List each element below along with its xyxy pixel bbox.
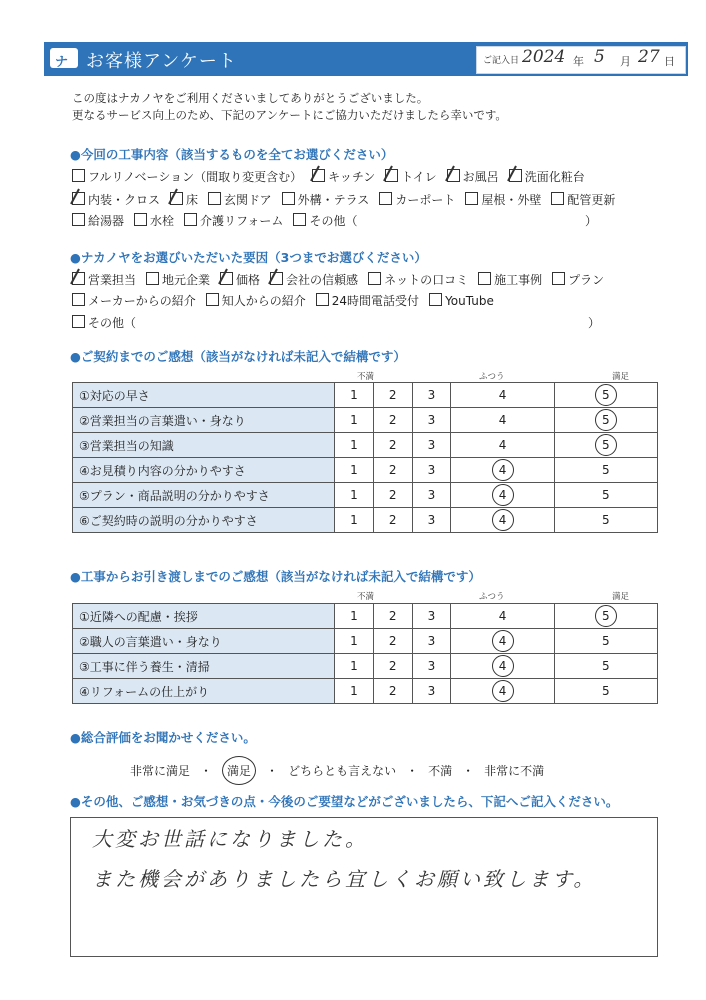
- checkbox-unchecked[interactable]: [208, 192, 221, 205]
- checkbox-unchecked[interactable]: [552, 272, 565, 285]
- rating-number: 3: [427, 609, 436, 623]
- rating-item-label: ④お見積り内容の分かりやすさ: [73, 458, 335, 483]
- checkbox-option[interactable]: [379, 191, 455, 208]
- checkbox-option[interactable]: [465, 191, 541, 208]
- rating-number: 3: [427, 438, 436, 452]
- rating-number: 4: [498, 438, 507, 452]
- rating-option-3[interactable]: [412, 629, 451, 654]
- rating-option-4[interactable]: [451, 508, 554, 533]
- checkbox-option[interactable]: [270, 271, 358, 288]
- work-options-row-2: [72, 191, 625, 208]
- rating-number: 2: [388, 634, 397, 648]
- section-overall-title: ●総合評価をお聞かせください。: [70, 730, 256, 745]
- checkbox-unchecked[interactable]: [72, 169, 85, 182]
- selected-rating-circle: 4: [492, 459, 514, 481]
- rating-number: 1: [350, 659, 358, 673]
- rating-option-4[interactable]: [451, 629, 554, 654]
- rating-item-label: ⑤プラン・商品説明の分かりやすさ: [73, 483, 335, 508]
- rating-option-4[interactable]: [451, 604, 554, 629]
- rating-item-label: ①近隣への配慮・挨拶: [73, 604, 335, 629]
- checkbox-unchecked[interactable]: [429, 293, 442, 306]
- checkbox-label: 配管更新: [567, 193, 616, 207]
- selected-rating-circle: 4: [492, 630, 514, 652]
- work-other-close: ）: [585, 214, 598, 228]
- overall-options: [130, 756, 544, 785]
- checkbox-label: 洗面化粧台: [524, 170, 585, 184]
- checkbox-option[interactable]: [385, 168, 436, 185]
- rating-row: [73, 458, 658, 483]
- rating-option-3[interactable]: [412, 679, 451, 704]
- checkbox-option[interactable]: [72, 191, 160, 208]
- rating-option-3[interactable]: [412, 654, 451, 679]
- checkbox-option[interactable]: [552, 271, 604, 288]
- work-options-row-1: [72, 168, 595, 185]
- checkbox-label: 地元企業: [162, 273, 211, 287]
- selected-rating-circle: 4: [492, 484, 514, 506]
- overall-option[interactable]: どちらとも言えない: [288, 764, 397, 778]
- rating-number: 4: [498, 388, 507, 402]
- rating-row: [73, 408, 658, 433]
- checkbox-option[interactable]: [72, 168, 302, 185]
- rating-row: [73, 483, 658, 508]
- checkbox-unchecked[interactable]: [293, 213, 306, 226]
- checkbox-unchecked[interactable]: [282, 192, 295, 205]
- checkbox-option[interactable]: [146, 271, 210, 288]
- rating-option-3[interactable]: [412, 458, 451, 483]
- checkbox-unchecked[interactable]: [72, 315, 85, 328]
- rating-item-label: ①対応の早さ: [73, 383, 335, 408]
- rating-option-5[interactable]: [554, 458, 657, 483]
- checkbox-label: お風呂: [462, 170, 499, 184]
- rating-option-4[interactable]: [451, 679, 554, 704]
- rating-option-2[interactable]: [373, 604, 412, 629]
- checkbox-checked[interactable]: [447, 169, 460, 182]
- rating-option-1[interactable]: [335, 679, 374, 704]
- rating-option-4[interactable]: [451, 483, 554, 508]
- rating-number: 3: [427, 463, 436, 477]
- scale-high-label-2: 満足: [612, 592, 630, 602]
- work-options-row-3: [72, 212, 367, 229]
- rating-number: 4: [498, 413, 507, 427]
- checkbox-unchecked[interactable]: [368, 272, 381, 285]
- rating-number: 5: [602, 488, 610, 502]
- checkbox-label: 玄関ドア: [224, 193, 272, 207]
- rating-option-5[interactable]: [554, 654, 657, 679]
- rating-number: 2: [388, 463, 397, 477]
- checkbox-label: プラン: [568, 273, 605, 287]
- rating-option-4[interactable]: [451, 654, 554, 679]
- rating-number: 2: [388, 609, 397, 623]
- date-label: ご記入日: [483, 56, 520, 66]
- checkbox-label: 内装・クロス: [88, 193, 161, 207]
- rating-option-2[interactable]: [373, 508, 412, 533]
- checkbox-unchecked[interactable]: [184, 213, 197, 226]
- rating-number: 2: [388, 684, 397, 698]
- reason-other-close: ）: [588, 316, 601, 330]
- rating-number: 5: [602, 513, 610, 527]
- rating-item-label: ②職人の言葉遣い・身なり: [73, 629, 335, 654]
- rating-number: 1: [350, 609, 358, 623]
- overall-option[interactable]: 非常に不満: [484, 764, 545, 778]
- rating-option-5[interactable]: [554, 383, 657, 408]
- rating-item-label: ②営業担当の言葉遣い・身なり: [73, 408, 335, 433]
- rating-number: 2: [388, 488, 397, 502]
- contract-rating-table: [72, 382, 658, 533]
- checkbox-checked[interactable]: [72, 192, 85, 205]
- selected-rating-circle: 4: [492, 509, 514, 531]
- rating-number: 5: [602, 634, 610, 648]
- checkbox-option[interactable]: [293, 212, 357, 229]
- scale-low-label-2: 不満: [357, 592, 375, 602]
- comment-line-1: 大変お世話になりました。: [92, 827, 368, 851]
- selected-rating-circle: 5: [595, 409, 617, 431]
- date-month-unit: 月: [620, 55, 631, 68]
- checkbox-option[interactable]: [312, 168, 375, 185]
- checkbox-unchecked[interactable]: [134, 213, 147, 226]
- rating-item-label: ④リフォームの仕上がり: [73, 679, 335, 704]
- checkbox-option[interactable]: [134, 212, 174, 229]
- checkbox-label: YouTube: [445, 294, 494, 308]
- rating-row: [73, 383, 658, 408]
- checkbox-option[interactable]: [551, 191, 615, 208]
- overall-option[interactable]: 満足: [222, 756, 256, 785]
- rating-option-5[interactable]: [554, 483, 657, 508]
- rating-option-1[interactable]: [335, 483, 374, 508]
- selected-rating-circle: 5: [595, 605, 617, 627]
- checkbox-label: 会社の信頼感: [286, 273, 359, 287]
- checkbox-option[interactable]: [72, 292, 196, 309]
- date-year-unit: 年: [573, 55, 584, 68]
- rating-number: 2: [388, 513, 397, 527]
- rating-item-label: ⑥ご契約時の説明の分かりやすさ: [73, 508, 335, 533]
- checkbox-option[interactable]: [478, 271, 542, 288]
- checkbox-unchecked[interactable]: [146, 272, 159, 285]
- checkbox-unchecked[interactable]: [72, 213, 85, 226]
- rating-option-5[interactable]: [554, 604, 657, 629]
- checkbox-checked[interactable]: [220, 272, 233, 285]
- rating-option-1[interactable]: [335, 508, 374, 533]
- rating-option-5[interactable]: [554, 508, 657, 533]
- rating-option-5[interactable]: [554, 629, 657, 654]
- rating-number: 1: [350, 438, 358, 452]
- checkbox-option[interactable]: [184, 212, 283, 229]
- rating-number: 2: [388, 438, 397, 452]
- checkbox-unchecked[interactable]: [478, 272, 491, 285]
- checkbox-label: 水栓: [150, 214, 175, 228]
- checkbox-label: 給湯器: [88, 214, 125, 228]
- checkbox-unchecked[interactable]: [72, 293, 85, 306]
- checkbox-checked[interactable]: [72, 272, 85, 285]
- page-title: お客様アンケート: [86, 51, 237, 72]
- checkbox-option[interactable]: [220, 271, 260, 288]
- rating-number: 1: [350, 463, 358, 477]
- checkbox-option[interactable]: [282, 191, 370, 208]
- checkbox-option[interactable]: [208, 191, 272, 208]
- rating-number: 4: [498, 609, 507, 623]
- construction-rating-table: [72, 603, 658, 704]
- overall-separator: ・: [462, 764, 475, 778]
- rating-number: 3: [427, 413, 436, 427]
- checkbox-unchecked[interactable]: [465, 192, 478, 205]
- checkbox-unchecked[interactable]: [551, 192, 564, 205]
- checkbox-label: 外構・テラス: [297, 193, 370, 207]
- checkbox-label: 24時間電話受付: [331, 294, 420, 308]
- date-month[interactable]: 5: [594, 47, 605, 67]
- scale-low-label: 不満: [357, 372, 375, 382]
- comment-line-2: また機会がありましたら宜しくお願い致します。: [92, 867, 597, 891]
- rating-number: 2: [388, 659, 397, 673]
- intro-line-1: この度はナカノヤをご利用くださいましてありがとうございました。: [72, 91, 429, 105]
- rating-option-4[interactable]: [451, 433, 554, 458]
- rating-number: 5: [602, 659, 610, 673]
- rating-number: 2: [388, 413, 397, 427]
- rating-option-1[interactable]: [335, 433, 374, 458]
- checkbox-checked[interactable]: [385, 169, 398, 182]
- reason-options-row-2: [72, 292, 504, 309]
- section-contract-title: ●ご契約までのご感想（該当がなければ未記入で結構です）: [70, 349, 406, 364]
- checkbox-label: フルリノベーション（間取り変更含む）: [88, 170, 303, 184]
- checkbox-label: キッチン: [328, 170, 376, 184]
- rating-option-3[interactable]: [412, 508, 451, 533]
- rating-number: 1: [350, 488, 358, 502]
- rating-item-label: ③工事に伴う養生・清掃: [73, 654, 335, 679]
- checkbox-label: 知人からの紹介: [221, 294, 306, 308]
- checkbox-label: カーポート: [395, 193, 456, 207]
- checkbox-option[interactable]: [447, 168, 499, 185]
- section-construction-title: ●工事からお引き渡しまでのご感想（該当がなければ未記入で結構です）: [70, 569, 481, 584]
- rating-number: 1: [350, 388, 358, 402]
- section-work-title: ●今回の工事内容（該当するものを全てお選びください）: [70, 147, 394, 162]
- rating-number: 3: [427, 388, 436, 402]
- selected-rating-circle: 4: [492, 655, 514, 677]
- checkbox-label: 施工事例: [494, 273, 543, 287]
- rating-number: 1: [350, 513, 358, 527]
- rating-row: [73, 508, 658, 533]
- rating-option-2[interactable]: [373, 679, 412, 704]
- rating-number: 3: [427, 488, 436, 502]
- rating-row: [73, 629, 658, 654]
- rating-option-1[interactable]: [335, 604, 374, 629]
- checkbox-checked[interactable]: [509, 169, 522, 182]
- scale-mid-label: ふつう: [479, 372, 505, 382]
- rating-option-2[interactable]: [373, 383, 412, 408]
- checkbox-option[interactable]: [206, 292, 306, 309]
- rating-option-3[interactable]: [412, 433, 451, 458]
- scale-mid-label-2: ふつう: [479, 592, 505, 602]
- intro-line-2: 更なるサービス向上のため、下記のアンケートにご協力いただけましたら幸いです。: [72, 108, 507, 122]
- date-year[interactable]: 2024: [522, 47, 566, 67]
- date-day[interactable]: 27: [638, 47, 660, 67]
- rating-option-5[interactable]: [554, 433, 657, 458]
- rating-option-3[interactable]: [412, 483, 451, 508]
- rating-number: 5: [602, 684, 610, 698]
- checkbox-unchecked[interactable]: [379, 192, 392, 205]
- checkbox-checked[interactable]: [170, 192, 183, 205]
- checkbox-option[interactable]: [170, 191, 198, 208]
- rating-number: 1: [350, 413, 358, 427]
- rating-option-2[interactable]: [373, 458, 412, 483]
- date-day-unit: 日: [664, 55, 675, 68]
- reason-options-row-3: [72, 314, 146, 331]
- checkbox-unchecked[interactable]: [316, 293, 329, 306]
- checkbox-label: ネットの口コミ: [384, 273, 469, 287]
- rating-row: [73, 604, 658, 629]
- checkbox-option[interactable]: [72, 314, 136, 331]
- scale-high-label: 満足: [612, 372, 630, 382]
- overall-option[interactable]: 不満: [428, 764, 453, 778]
- rating-option-2[interactable]: [373, 408, 412, 433]
- checkbox-label: その他（: [309, 214, 358, 228]
- rating-option-3[interactable]: [412, 604, 451, 629]
- rating-number: 3: [427, 513, 436, 527]
- rating-option-3[interactable]: [412, 408, 451, 433]
- reason-options-row-1: [72, 271, 614, 288]
- checkbox-label: 屋根・外壁: [481, 193, 542, 207]
- rating-option-1[interactable]: [335, 654, 374, 679]
- rating-number: 2: [388, 388, 397, 402]
- checkbox-label: 床: [186, 193, 199, 207]
- rating-option-4[interactable]: [451, 408, 554, 433]
- rating-option-2[interactable]: [373, 433, 412, 458]
- rating-option-2[interactable]: [373, 483, 412, 508]
- checkbox-label: トイレ: [401, 170, 437, 184]
- checkbox-label: 介護リフォーム: [200, 214, 284, 228]
- checkbox-checked[interactable]: [270, 272, 283, 285]
- rating-option-1[interactable]: [335, 629, 374, 654]
- overall-separator: ・: [266, 764, 279, 778]
- checkbox-option[interactable]: [316, 292, 419, 309]
- rating-number: 5: [602, 463, 610, 477]
- rating-item-label: ③営業担当の知識: [73, 433, 335, 458]
- rating-number: 1: [350, 684, 358, 698]
- selected-rating-circle: 5: [595, 384, 617, 406]
- overall-option[interactable]: 非常に満足: [130, 764, 191, 778]
- checkbox-unchecked[interactable]: [206, 293, 219, 306]
- rating-row: [73, 679, 658, 704]
- overall-separator: ・: [406, 764, 419, 778]
- checkbox-option[interactable]: [429, 293, 494, 308]
- rating-option-4[interactable]: [451, 383, 554, 408]
- checkbox-label: その他（: [88, 316, 137, 330]
- rating-option-2[interactable]: [373, 629, 412, 654]
- checkbox-option[interactable]: [368, 271, 468, 288]
- rating-option-1[interactable]: [335, 458, 374, 483]
- overall-separator: ・: [200, 764, 213, 778]
- rating-option-5[interactable]: [554, 679, 657, 704]
- checkbox-option[interactable]: [509, 168, 585, 185]
- logo-mark: ナ: [55, 55, 69, 70]
- rating-option-4[interactable]: [451, 458, 554, 483]
- rating-number: 1: [350, 634, 358, 648]
- rating-number: 3: [427, 659, 436, 673]
- checkbox-option[interactable]: [72, 212, 124, 229]
- checkbox-label: メーカーからの紹介: [88, 294, 196, 308]
- rating-option-1[interactable]: [335, 383, 374, 408]
- rating-option-3[interactable]: [412, 383, 451, 408]
- rating-number: 3: [427, 634, 436, 648]
- section-comments-title: ●その他、ご感想・お気づきの点・今後のご要望などがございましたら、下記へご記入ください。: [70, 794, 619, 809]
- rating-row: [73, 433, 658, 458]
- selected-rating-circle: 4: [492, 680, 514, 702]
- checkbox-option[interactable]: [72, 271, 136, 288]
- rating-number: 3: [427, 684, 436, 698]
- checkbox-checked[interactable]: [312, 169, 325, 182]
- rating-option-1[interactable]: [335, 408, 374, 433]
- checkbox-label: 営業担当: [88, 273, 137, 287]
- selected-rating-circle: 5: [595, 434, 617, 456]
- checkbox-label: 価格: [236, 273, 261, 287]
- rating-option-2[interactable]: [373, 654, 412, 679]
- rating-option-5[interactable]: [554, 408, 657, 433]
- rating-row: [73, 654, 658, 679]
- section-reasons-title: ●ナカノヤをお選びいただいた要因（3つまでお選びください）: [70, 250, 427, 265]
